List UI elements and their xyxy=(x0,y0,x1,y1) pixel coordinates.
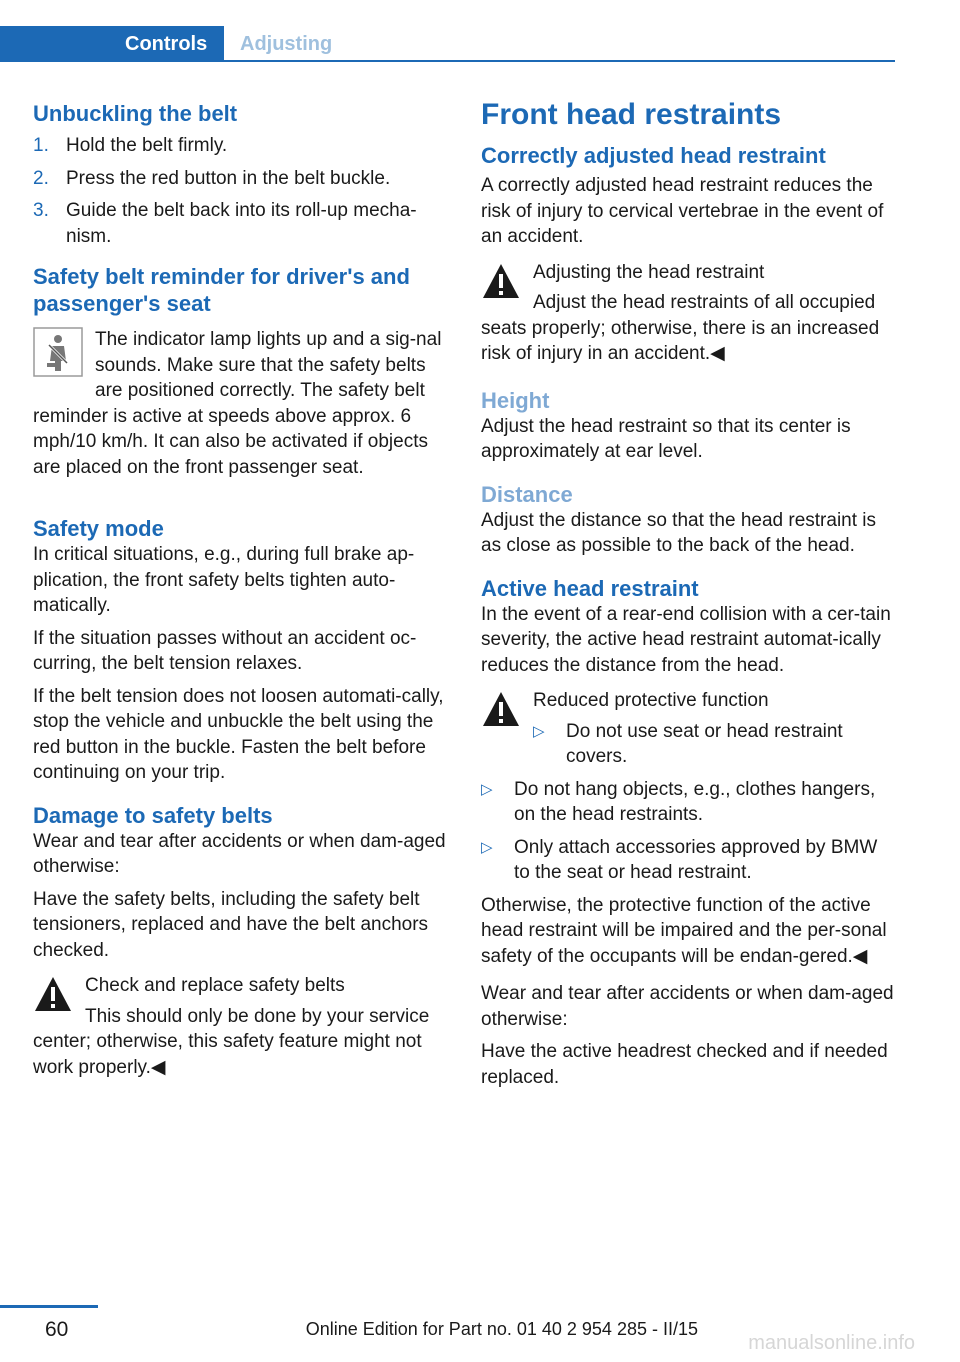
active-heading: Active head restraint xyxy=(481,575,699,601)
distance-text: Adjust the distance so that the head restraint is as close as possible to the back of the head. xyxy=(481,509,877,556)
step-number: 1. xyxy=(33,135,49,156)
list-item-text: Do not use seat or head restraint covers. xyxy=(566,720,843,767)
tab-adjusting[interactable]: Adjusting xyxy=(240,33,333,55)
warning-icon xyxy=(481,262,521,300)
step-number: 3. xyxy=(33,200,49,221)
list-item-text: Do not hang objects, e.g., clothes hangers, on the head restraints. xyxy=(514,778,876,825)
header-divider xyxy=(0,60,895,62)
page-title: Front head restraints xyxy=(481,98,782,131)
unbuckling-steps xyxy=(33,133,447,249)
belt-reminder-text: The indicator lamp lights up and a sig‐nal sounds. Make sure that the safety belts are positioned correctly. The safety belt reminder is active at speeds above approx. 6 mph/10 km/h. It can also be activated if objects are placed on the front passenger seat. xyxy=(33,329,442,478)
page-number: 60 xyxy=(45,1318,69,1341)
safety-mode-p3: If the belt tension does not loosen automati‐cally, stop the vehicle and unbuckle the belt using the red button in the buckle. Fasten the belt before continuing on your trip. xyxy=(33,685,444,783)
list-item xyxy=(533,719,895,770)
safety-mode-p2: If the situation passes without an accident oc‐curring, the belt tension relaxes. xyxy=(33,627,417,674)
correct-warning-text: Adjust the head restraints of all occupied seats properly; otherwise, there is an increased risk of injury in an accident.◀ xyxy=(481,292,880,364)
watermark: manualsonline.info xyxy=(748,1332,915,1354)
list-item xyxy=(481,777,895,828)
header-tab-bar xyxy=(0,26,895,62)
active-wear-text: Wear and tear after accidents or when dam‐aged otherwise: xyxy=(481,983,894,1030)
active-warning xyxy=(481,688,895,770)
active-checked-text: Have the active headrest checked and if needed replaced. xyxy=(481,1041,888,1088)
correct-warning-title: Adjusting the head restraint xyxy=(533,261,765,283)
damage-warning-text: This should only be done by your service center; otherwise, this safety feature might not work properly.◀ xyxy=(33,1005,430,1078)
active-bullet-list xyxy=(481,777,895,886)
step-item xyxy=(33,133,447,159)
footer-divider xyxy=(0,1305,98,1308)
belt-reminder-block xyxy=(33,327,447,480)
step-text: Guide the belt back into its roll-up mecha‐nism. xyxy=(66,200,417,247)
seatbelt-indicator-icon xyxy=(33,327,83,377)
step-item xyxy=(33,166,447,192)
edition-text: Online Edition for Part no. 01 40 2 954 285 - II/15 xyxy=(305,1319,698,1339)
right-column xyxy=(481,100,895,1097)
list-item xyxy=(481,835,895,886)
step-number: 2. xyxy=(33,167,49,189)
left-column xyxy=(33,100,447,1087)
step-item xyxy=(33,198,447,249)
damage-p2: Have the safety belts, including the safety belt tensioners, replaced and have the belt anchors checked. xyxy=(33,888,429,961)
active-warning-title: Reduced protective function xyxy=(533,690,769,711)
height-text: Adjust the head restraint so that its center is approximately at ear level. xyxy=(481,415,851,462)
bullet-arrow-icon: ▷ xyxy=(481,838,493,856)
active-warning-list xyxy=(533,719,895,770)
safety-mode-p1: In critical situations, e.g., during full brake ap‐plication, the front safety belts tighten auto‐matically. xyxy=(33,544,415,616)
warning-icon xyxy=(33,975,73,1013)
safety-mode-heading: Safety mode xyxy=(33,516,164,541)
warning-icon xyxy=(481,690,521,728)
step-text: Hold the belt firmly. xyxy=(66,135,228,156)
list-item-text: Only attach accessories approved by BMW to the seat or head restraint. xyxy=(514,836,878,883)
correct-text: A correctly adjusted head restraint reduces the risk of injury to cervical vertebrae in the event of an accident. xyxy=(481,175,884,247)
correct-heading: Correctly adjusted head restraint xyxy=(481,143,826,168)
belt-reminder-heading: Safety belt reminder for driver's and passenger's seat xyxy=(33,264,410,316)
damage-warning xyxy=(33,973,447,1080)
damage-p1: Wear and tear after accidents or when dam‐aged otherwise: xyxy=(33,830,446,877)
distance-heading: Distance xyxy=(481,481,573,507)
active-after-text: Otherwise, the protective function of the active head restraint will be impaired and the per‐sonal safety of the occupants will be endan‐gered.◀ xyxy=(481,894,887,967)
correct-warning xyxy=(481,260,895,367)
active-text: In the event of a rear-end collision with a cer‐tain severity, the active head restraint automat‐ically reduces the distance from the head. xyxy=(481,603,891,676)
bullet-arrow-icon: ▷ xyxy=(533,722,545,740)
tab-controls[interactable]: Controls xyxy=(0,26,224,62)
damage-heading: Damage to safety belts xyxy=(33,802,273,828)
unbuckling-heading: Unbuckling the belt xyxy=(33,101,238,126)
bullet-arrow-icon: ▷ xyxy=(481,780,493,798)
step-text: Press the red button in the belt buckle. xyxy=(66,167,391,189)
height-heading: Height xyxy=(481,387,550,413)
damage-warning-title: Check and replace safety belts xyxy=(85,975,345,996)
